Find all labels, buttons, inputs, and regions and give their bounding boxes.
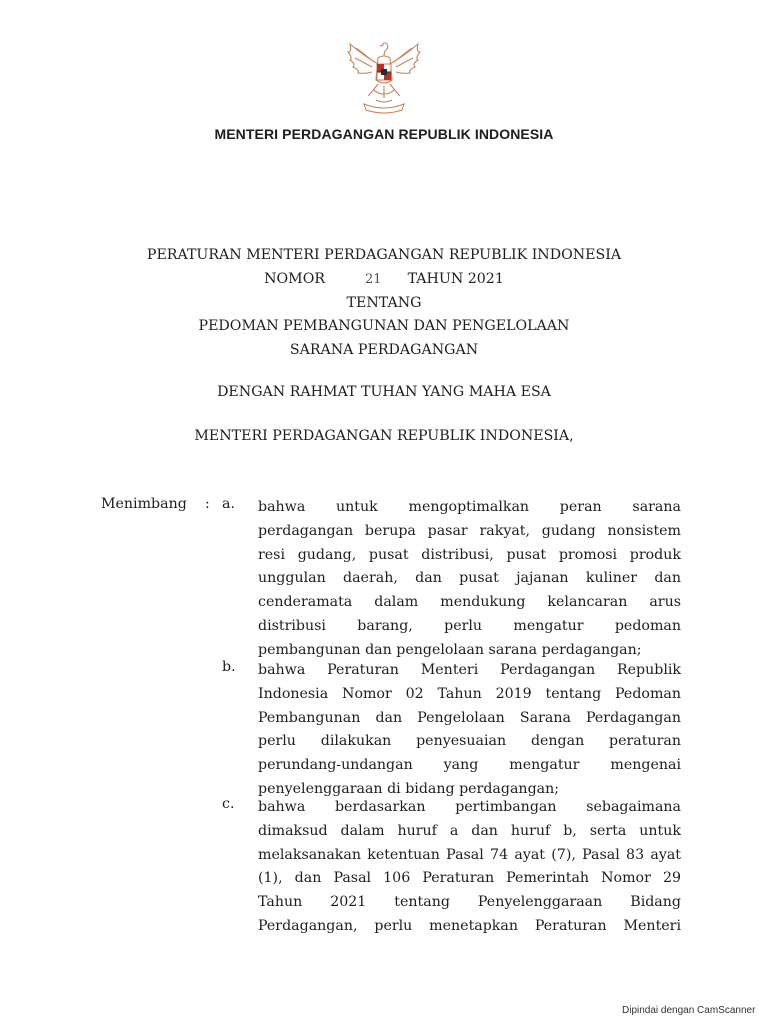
item-letter: b. bbox=[222, 659, 236, 675]
text-line: melaksanakan ketentuan Pasal 74 ayat (7), Pasal 83 ayat bbox=[258, 846, 681, 863]
nomor-label: NOMOR bbox=[264, 270, 326, 287]
subject-line-1: PEDOMAN PEMBANGUNAN DAN PENGELOLAAN bbox=[198, 318, 570, 335]
minister-header: MENTERI PERDAGANGAN REPUBLIK INDONESIA bbox=[214, 126, 554, 142]
text-line: resi gudang, pusat distribusi, pusat promosi produk bbox=[258, 546, 681, 563]
regulation-number-line bbox=[0, 268, 768, 292]
menimbang-colon: : bbox=[205, 496, 210, 512]
garuda-emblem-icon bbox=[338, 40, 430, 116]
item-text bbox=[258, 496, 681, 663]
text-line: dimaksud dalam huruf a dan huruf b, serta untuk bbox=[258, 822, 681, 839]
text-line: perundang-undangan yang mengatur mengenai bbox=[258, 757, 681, 774]
text-line: Tahun 2021 tentang Penyelenggaraan Bidang bbox=[258, 894, 681, 911]
grace-invocation: DENGAN RAHMAT TUHAN YANG MAHA ESA bbox=[217, 384, 551, 400]
text-line: perlu dilakukan penyesuaian dengan peraturan bbox=[258, 733, 681, 750]
text-line: bahwa berdasarkan pertimbangan sebagaimana bbox=[258, 799, 681, 815]
subject-line-2: SARANA PERDAGANGAN bbox=[289, 342, 479, 359]
item-letter: a. bbox=[222, 496, 235, 512]
text-line: pembangunan dan pengelolaan sarana perdagangan; bbox=[258, 641, 642, 658]
text-line: unggulan daerah, dan pusat jajanan kuliner dan bbox=[258, 570, 681, 587]
text-line: Perdagangan, perlu menetapkan Peraturan Menteri bbox=[258, 917, 681, 934]
tentang-label: TENTANG bbox=[346, 294, 422, 311]
text-line: Indonesia Nomor 02 Tahun 2019 tentang Pedoman bbox=[258, 685, 681, 702]
scanner-watermark: Dipindai dengan CamScanner bbox=[622, 1005, 756, 1016]
text-line: distribusi barang, perlu mengatur pedoman bbox=[258, 617, 681, 634]
menimbang-label: Menimbang bbox=[101, 496, 187, 512]
minister-line: MENTERI PERDAGANGAN REPUBLIK INDONESIA, bbox=[194, 428, 574, 444]
text-line: bahwa Peraturan Menteri Perdagangan Republik bbox=[258, 662, 681, 678]
text-line: Pembangunan dan Pengelolaan Sarana Perdagangan bbox=[258, 709, 681, 726]
text-line: penyelenggaraan di bidang perdagangan; bbox=[258, 780, 560, 797]
regulation-title-block bbox=[0, 244, 768, 363]
item-letter: c. bbox=[222, 796, 235, 812]
text-line: bahwa untuk mengoptimalkan peran sarana bbox=[258, 499, 681, 515]
text-line: cenderamata dalam mendukung kelancaran arus bbox=[258, 594, 681, 611]
text-line: (1), dan Pasal 106 Peraturan Pemerintah Nomor 29 bbox=[258, 870, 681, 887]
text-line: perdagangan berupa pasar rakyat, gudang nonsistem bbox=[258, 522, 681, 539]
item-text bbox=[258, 796, 681, 939]
tahun-label: TAHUN 2021 bbox=[407, 270, 504, 287]
nomor-value: 21 bbox=[365, 271, 382, 287]
regulation-title: PERATURAN MENTERI PERDAGANGAN REPUBLIK INDONESIA bbox=[146, 247, 622, 263]
item-text bbox=[258, 659, 681, 802]
